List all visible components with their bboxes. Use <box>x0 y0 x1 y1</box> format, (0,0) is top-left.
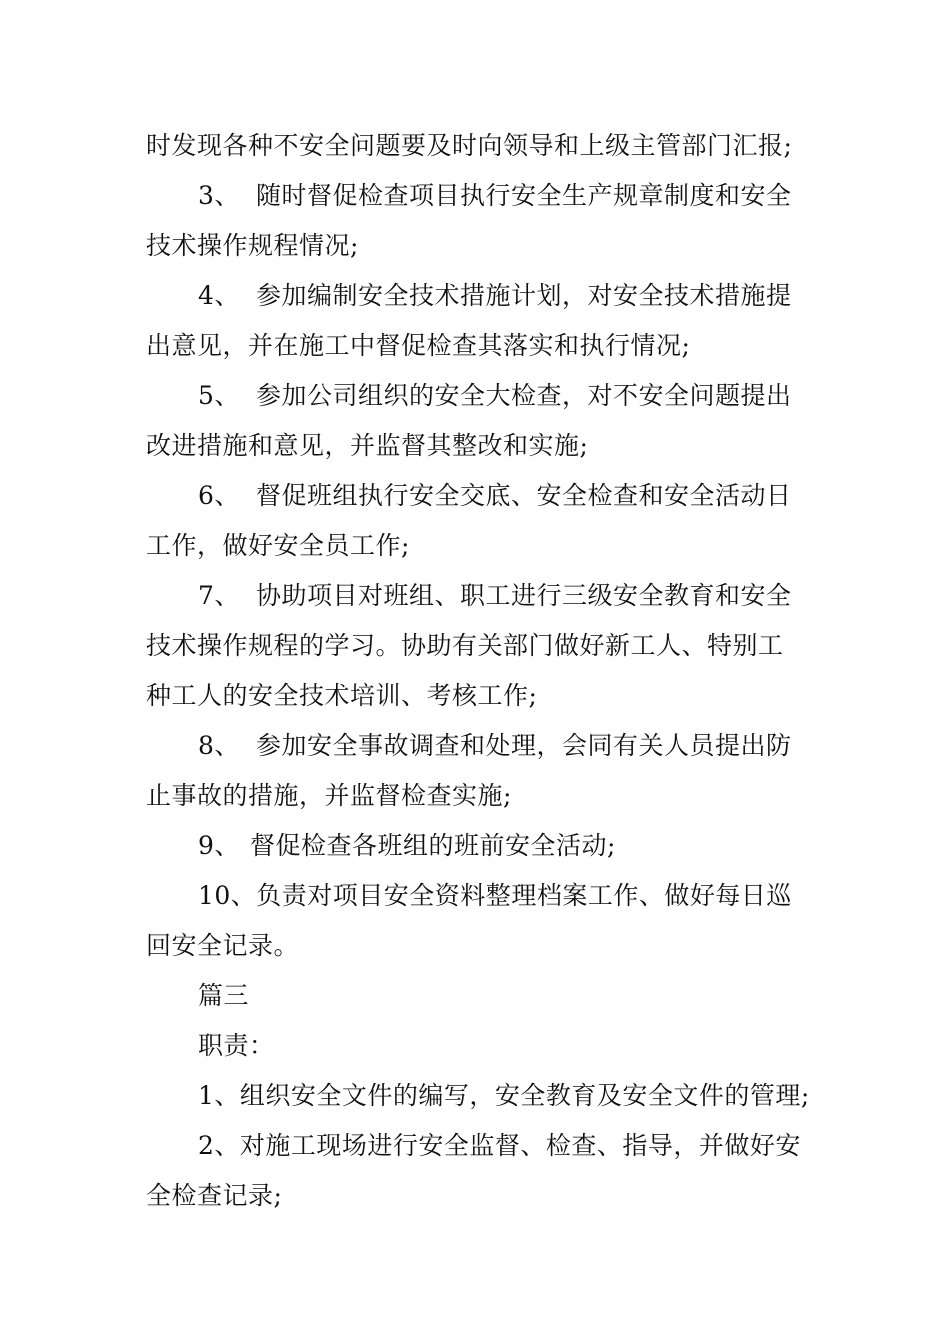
item-text: 参加编制安全技术措施计划，对安全技术措施提 <box>256 281 792 310</box>
list-item-9 <box>146 821 810 871</box>
text-line: 改进措施和意见，并监督其整改和实施; <box>146 431 589 460</box>
list-item-3 <box>146 171 810 221</box>
text-line: 止事故的措施，并监督检查实施; <box>146 781 512 810</box>
text-line: 出意见，并在施工中督促检查其落实和执行情况; <box>146 331 691 360</box>
item-number: 7、 <box>198 581 240 610</box>
text-line: 技术操作规程的学习。协助有关部门做好新工人、特别工 <box>146 631 784 660</box>
list-item-8 <box>146 721 810 771</box>
list-item-4 <box>146 271 810 321</box>
text-line: 技术操作规程情况; <box>146 231 359 260</box>
text-line: 种工人的安全技术培训、考核工作; <box>146 681 538 710</box>
section-heading: 篇三 <box>198 981 250 1010</box>
sub-heading: 职责： <box>198 1031 275 1060</box>
list-item-10: 10、负责对项目安全资料整理档案工作、做好每日巡 <box>198 881 792 910</box>
item-text: 督促检查各班组的班前安全活动; <box>250 831 616 860</box>
item-text: 督促班组执行安全交底、安全检查和安全活动日 <box>256 481 792 510</box>
text-line: 全检查记录; <box>146 1181 283 1210</box>
list-item-7 <box>146 571 810 621</box>
text-line: 工作，做好安全员工作; <box>146 531 410 560</box>
item-number: 6、 <box>198 481 240 510</box>
list-item-6 <box>146 471 810 521</box>
item-number: 8、 <box>198 731 240 760</box>
item-text: 参加安全事故调查和处理，会同有关人员提出防 <box>256 731 792 760</box>
text-line: 回安全记录。 <box>146 931 300 960</box>
document-page <box>146 121 810 1221</box>
item-number: 4、 <box>198 281 240 310</box>
duty-item-1: 1、组织安全文件的编写，安全教育及安全文件的管理; <box>198 1081 810 1110</box>
item-number: 3、 <box>198 181 240 210</box>
list-item-5 <box>146 371 810 421</box>
item-text: 协助项目对班组、职工进行三级安全教育和安全 <box>256 581 792 610</box>
text-line: 时发现各种不安全问题要及时向领导和上级主管部门汇报; <box>146 131 793 160</box>
duty-item-2: 2、对施工现场进行安全监督、检查、指导，并做好安 <box>198 1131 801 1160</box>
item-number: 9、 <box>198 831 240 860</box>
item-number: 5、 <box>198 381 240 410</box>
item-text: 随时督促检查项目执行安全生产规章制度和安全 <box>256 181 792 210</box>
item-text: 参加公司组织的安全大检查，对不安全问题提出 <box>256 381 792 410</box>
